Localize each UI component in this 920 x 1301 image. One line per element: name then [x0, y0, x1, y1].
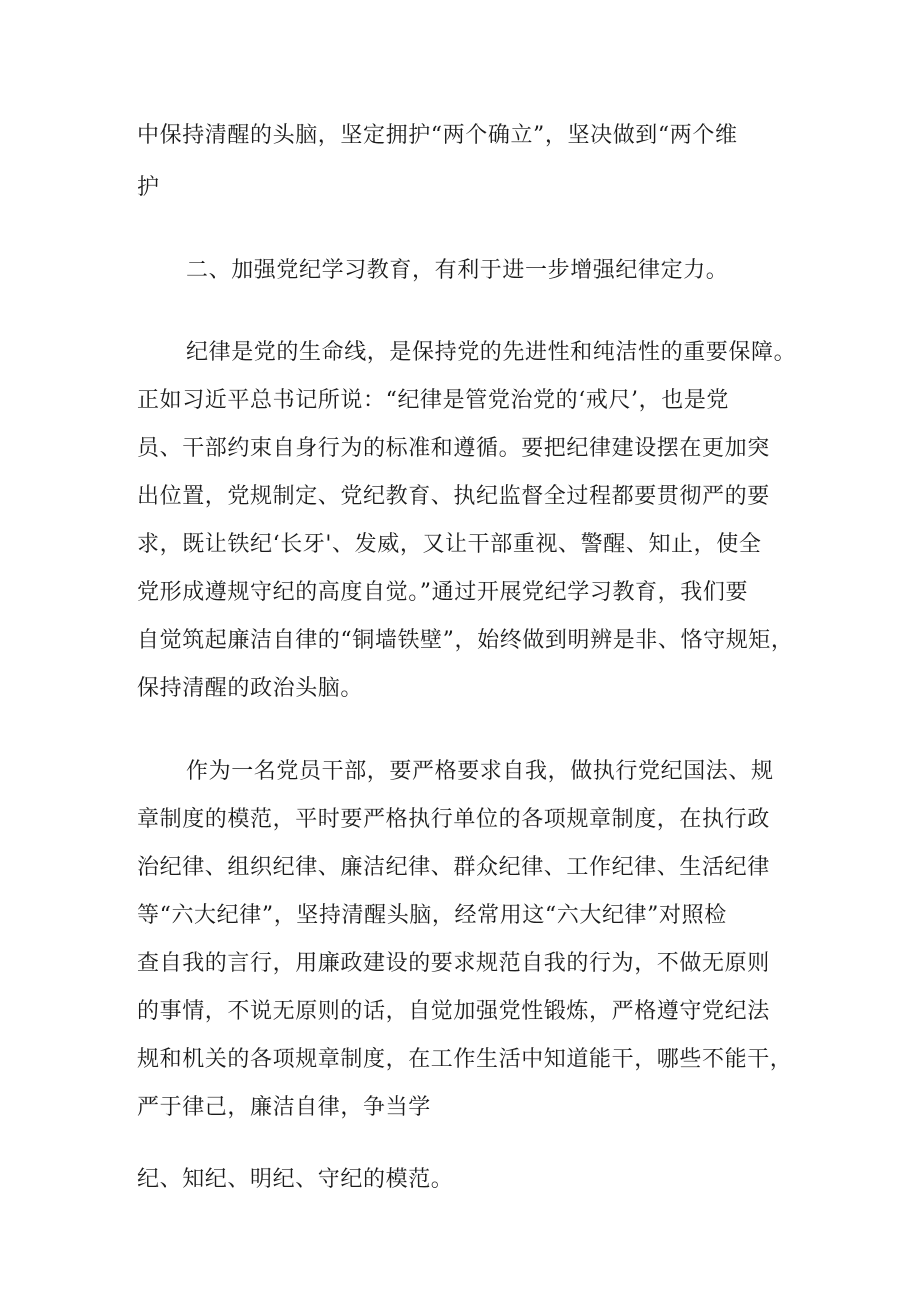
text-line: 护: [137, 175, 160, 200]
text-line: 等“六大纪律”，坚持清醒头脑，经常用这“六大纪律”对照检: [137, 903, 727, 928]
text-line: 自觉筑起廉洁自律的“铜墙铁壁”，始终做到明辨是非、恪守规矩，: [137, 628, 794, 653]
text-line: 纪律是党的生命线，是保持党的先进性和纯洁性的重要保障。: [186, 340, 797, 365]
text-line: 的事情，不说无原则的话，自觉加强党性锻炼，严格遵守党纪法: [137, 999, 770, 1024]
text-line: 规和机关的各项规章制度，在工作生活中知道能干，哪些不能干，: [137, 1047, 793, 1072]
text-line: 纪、知纪、明纪、守纪的模范。: [137, 1167, 454, 1192]
section-heading: 二、加强党纪学习教育，有利于进一步增强纪律定力。: [186, 258, 729, 283]
text-line: 章制度的模范，平时要严格执行单位的各项规章制度，在执行政: [137, 807, 770, 832]
text-line: 求，既让铁纪‘长牙'、发威，又让干部重视、警醒、知止，使全: [137, 532, 762, 557]
text-line: 出位置，党规制定、党纪教育、执纪监督全过程都要贯彻严的要: [137, 484, 770, 509]
text-line: 作为一名党员干部，要严格要求自我，做执行党纪国法、规: [186, 759, 774, 784]
text-line: 保持清醒的政治头脑。: [137, 676, 364, 701]
text-line: 治纪律、组织纪律、廉洁纪律、群众纪律、工作纪律、生活纪律: [137, 855, 770, 880]
text-line: 查自我的言行，用廉政建设的要求规范自我的行为，不做无原则: [137, 951, 770, 976]
text-line: 严于律己，廉洁自律，争当学: [137, 1095, 431, 1120]
text-line: 员、干部约束自身行为的标准和遵循。要把纪律建设摆在更加突: [137, 436, 770, 461]
text-line: 正如习近平总书记所说：“纪律是管党治党的‘戒尺’，也是党: [137, 388, 730, 413]
text-line: 中保持清醒的头脑，坚定拥护“两个确立”，坚决做到“两个维: [137, 123, 738, 148]
text-line: 党形成遵规守纪的高度自觉。”通过开展党纪学习教育，我们要: [137, 580, 749, 605]
